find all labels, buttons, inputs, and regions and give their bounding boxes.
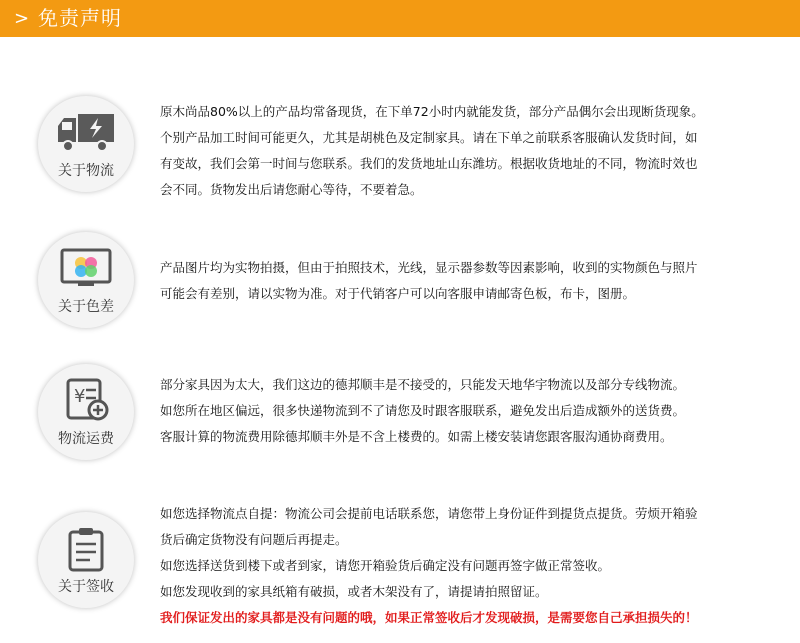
text-line: 原木尚品80%以上的产品均常备现货，在下单72小时内就能发货，部分产品偶尔会出现断货现象。 [160, 104, 704, 119]
disclaimer-header [0, 0, 800, 37]
sign-off-text [160, 501, 792, 631]
section-label: 关于物流 [58, 163, 114, 179]
monitor-color-icon [56, 246, 116, 290]
section-label: 关于签收 [58, 579, 114, 595]
text-line: 如您选择物流点自提：物流公司会提前电话联系您，请您带上身份证件到提货点提货。劳烦开箱验 [160, 506, 698, 521]
sign-off-badge [38, 512, 134, 608]
section-label: 物流运费 [58, 431, 114, 447]
warning-text: 我们保证发出的家具都是没有问题的哦，如果正常签收后才发现破损，是需要您自己承担损失的！ [160, 610, 698, 625]
color-text [160, 255, 792, 307]
chevron-right-icon: > [14, 8, 30, 29]
section-label: 关于色差 [58, 299, 114, 315]
logistics-badge [38, 96, 134, 192]
truck-icon [56, 110, 116, 154]
text-line: 客服计算的物流费用除德邦顺丰外是不含上楼费的。如需上楼安装请您跟客服沟通协商费用。 [160, 429, 673, 444]
logistics-text [160, 99, 792, 203]
text-line: 如您发现收到的家具纸箱有破损，或者木架没有了，请提请拍照留证。 [160, 584, 548, 599]
shipping-fee-badge [38, 364, 134, 460]
shipping-fee-icon [56, 378, 116, 422]
clipboard-icon [56, 526, 116, 572]
text-line: 货后确定货物没有问题后再提走。 [160, 532, 348, 547]
shipping-fee-text [160, 372, 792, 450]
text-line: 如您所在地区偏远，很多快递物流到不了请您及时跟客服联系，避免发出后造成额外的送货费。 [160, 403, 686, 418]
text-line: 部分家具因为太大，我们这边的德邦顺丰是不接受的，只能发天地华宇物流以及部分专线物流。 [160, 377, 686, 392]
text-line: 个别产品加工时间可能更久，尤其是胡桃色及定制家具。请在下单之前联系客服确认发货时间，如 [160, 130, 698, 145]
text-line: 如您选择送货到楼下或者到家，请您开箱验货后确定没有问题再签字做正常签收。 [160, 558, 611, 573]
color-badge [38, 232, 134, 328]
page-title: 免责声明 [38, 6, 122, 30]
text-line: 有变故，我们会第一时间与您联系。我们的发货地址山东潍坊。根据收货地址的不同，物流时效也 [160, 156, 698, 171]
text-line: 产品图片均为实物拍摄，但由于拍照技术，光线，显示器参数等因素影响，收到的实物颜色与照片 [160, 260, 698, 275]
svg-text:¥: ¥ [74, 386, 86, 407]
text-line: 会不同。货物发出后请您耐心等待，不要着急。 [160, 182, 423, 197]
text-line: 可能会有差别，请以实物为准。对于代销客户可以向客服申请邮寄色板，布卡，图册。 [160, 286, 636, 301]
